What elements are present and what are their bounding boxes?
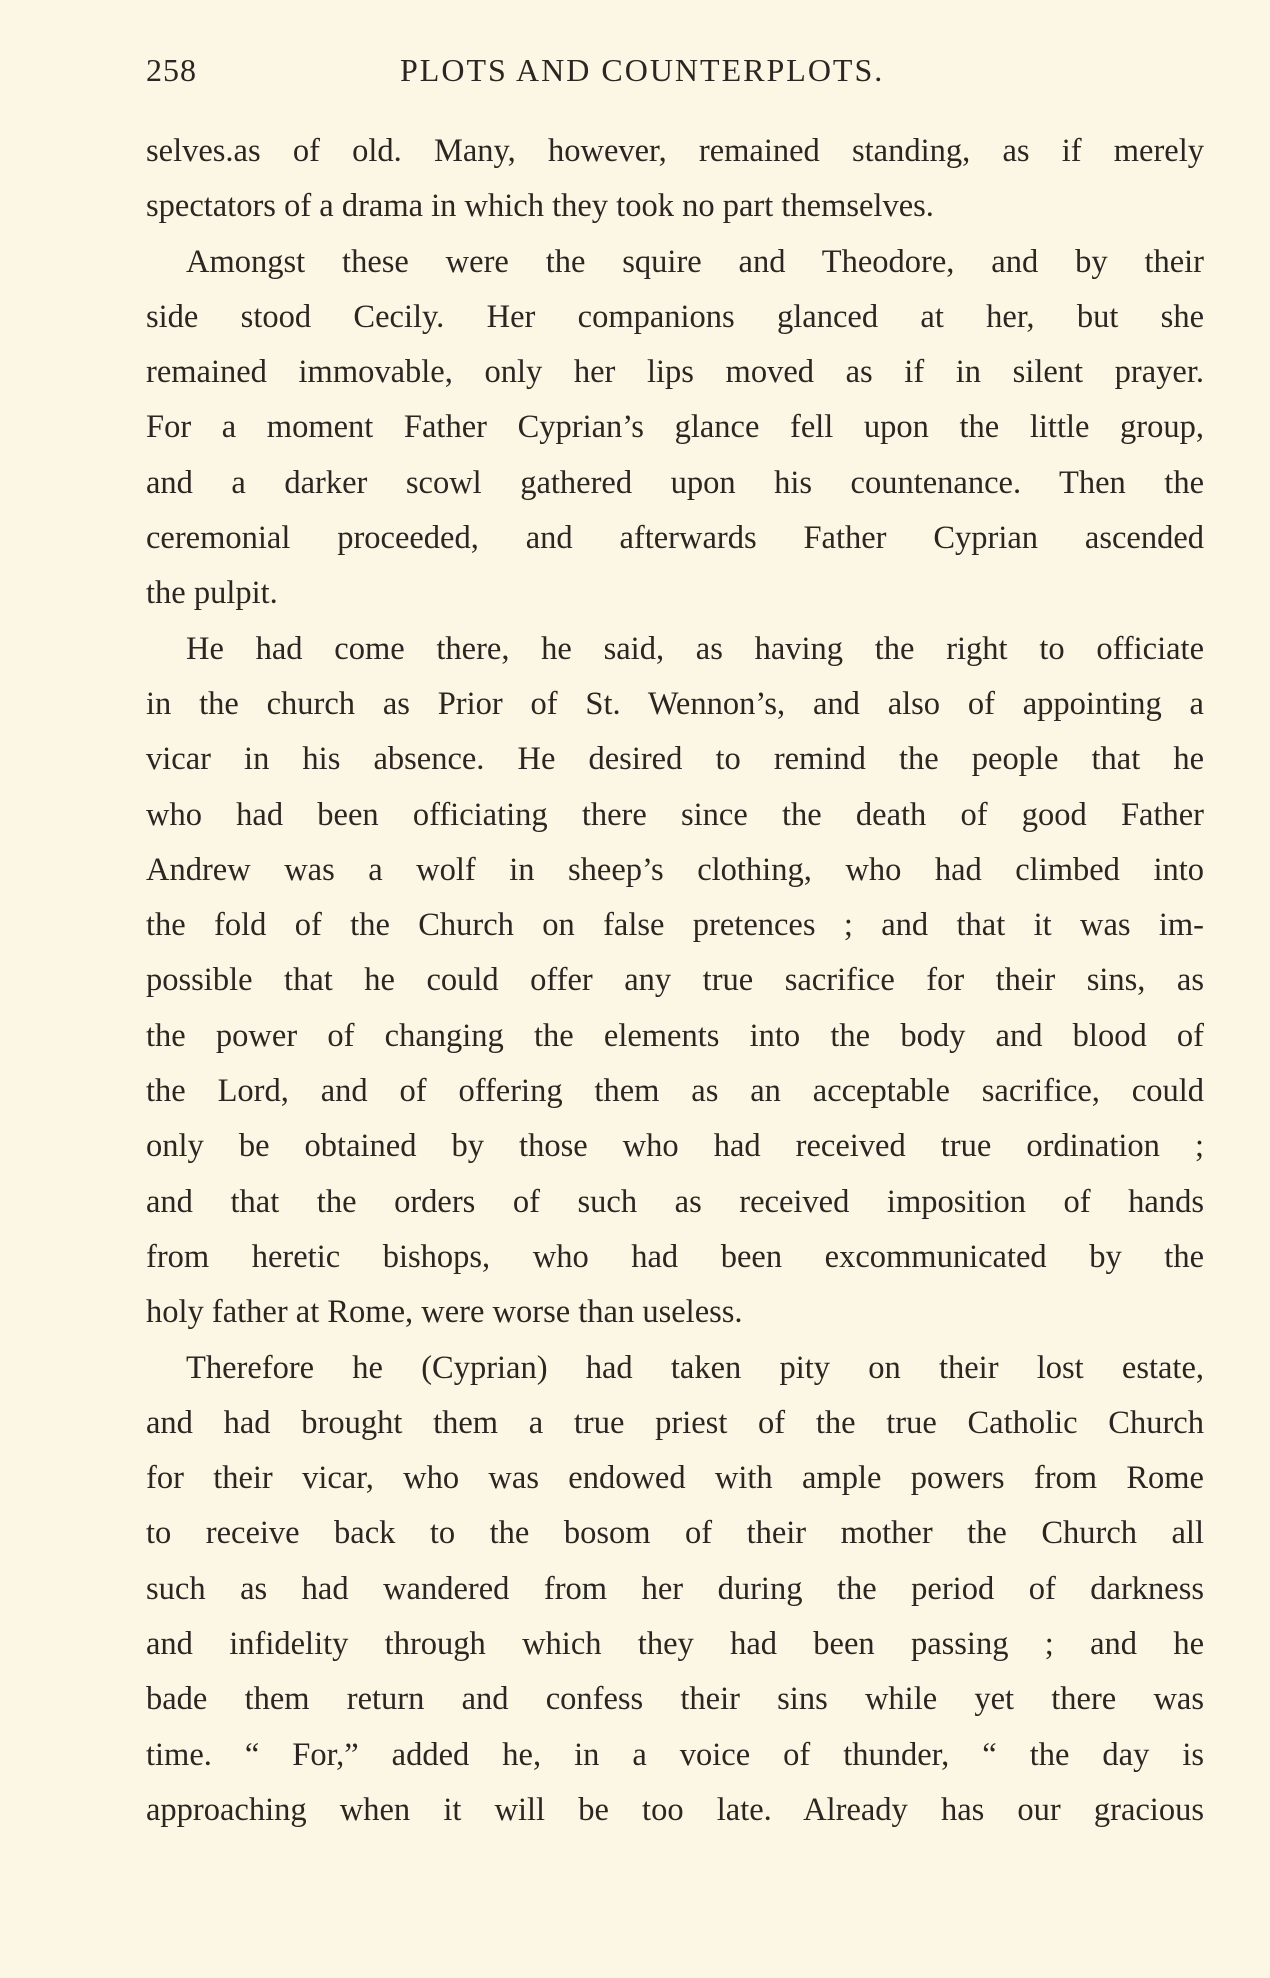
text-line: to receive back to the bosom of their mother the Church all bbox=[146, 1515, 1204, 1552]
body-text bbox=[146, 124, 1204, 1838]
text-line: side stood Cecily. Her companions glanced at her, but she bbox=[146, 298, 1204, 335]
text-line: the pulpit. bbox=[146, 575, 278, 612]
text-line: and that the orders of such as received imposition of hands bbox=[146, 1183, 1204, 1220]
text-line: and had brought them a true priest of the true Catholic Church bbox=[146, 1404, 1204, 1441]
text-line: bade them return and confess their sins while yet there was bbox=[146, 1681, 1204, 1718]
text-line: and infidelity through which they had been passing ; and he bbox=[146, 1626, 1204, 1663]
text-line: only be obtained by those who had received true ordination ; bbox=[146, 1128, 1204, 1165]
text-line: selves.as of old. Many, however, remained standing, as if merely bbox=[146, 133, 1204, 169]
text-line: Therefore he (Cyprian) had taken pity on their lost estate, bbox=[186, 1349, 1204, 1386]
text-line: holy father at Rome, were worse than useless. bbox=[146, 1294, 743, 1331]
text-line: for their vicar, who was endowed with ample powers from Rome bbox=[146, 1460, 1204, 1497]
text-line: from heretic bishops, who had been excommunicated by the bbox=[146, 1238, 1204, 1275]
text-line: Amongst these were the squire and Theodore, and by their bbox=[186, 243, 1204, 280]
text-line: who had been officiating there since the death of good Father bbox=[146, 796, 1204, 833]
text-line: the Lord, and of offering them as an acceptable sacrifice, could bbox=[146, 1073, 1204, 1110]
text-line: time. “ For,” added he, in a voice of thunder, “ the day is bbox=[146, 1736, 1204, 1773]
running-title: PLOTS AND COUNTERPLOTS. bbox=[400, 52, 885, 88]
text-line: the fold of the Church on false pretences ; and that it was im- bbox=[146, 907, 1204, 944]
text-line: approaching when it will be too late. Already has our gracious bbox=[146, 1791, 1204, 1828]
running-head bbox=[146, 52, 1206, 102]
text-line: Andrew was a wolf in sheep’s clothing, who had climbed into bbox=[146, 851, 1204, 888]
page-number: 258 bbox=[146, 52, 197, 88]
text-line: ceremonial proceeded, and afterwards Father Cyprian ascended bbox=[146, 520, 1204, 557]
text-line: spectators of a drama in which they took no part themselves. bbox=[146, 188, 934, 225]
text-line: vicar in his absence. He desired to remind the people that he bbox=[146, 741, 1204, 778]
text-line: possible that he could offer any true sacrifice for their sins, as bbox=[146, 962, 1204, 999]
text-line: He had come there, he said, as having the right to officiate bbox=[186, 630, 1204, 667]
text-line: For a moment Father Cyprian’s glance fell upon the little group, bbox=[146, 409, 1204, 446]
text-line: in the church as Prior of St. Wennon’s, and also of appointing a bbox=[146, 685, 1204, 722]
text-line: such as had wandered from her during the period of darkness bbox=[146, 1570, 1204, 1607]
text-line: the power of changing the elements into the body and blood of bbox=[146, 1017, 1204, 1054]
text-line: and a darker scowl gathered upon his countenance. Then the bbox=[146, 464, 1204, 501]
text-line: remained immovable, only her lips moved as if in silent prayer. bbox=[146, 354, 1204, 391]
